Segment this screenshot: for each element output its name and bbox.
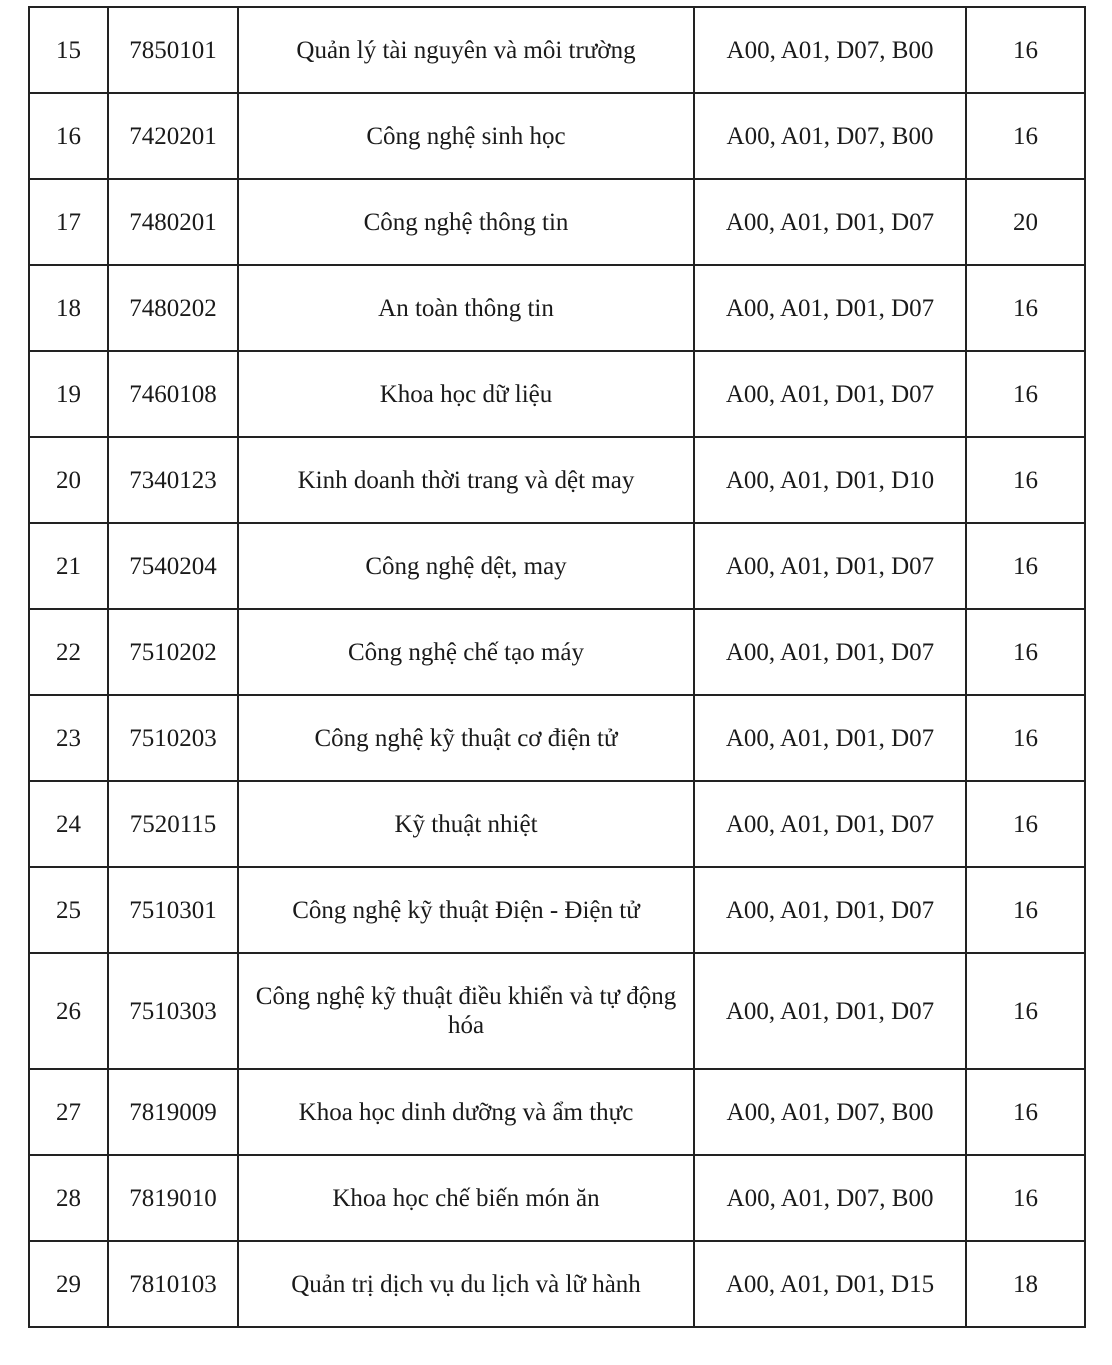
row-number-cell: 15 <box>29 7 108 93</box>
row-number-cell: 16 <box>29 93 108 179</box>
subject-combination-cell: A00, A01, D01, D07 <box>694 179 966 265</box>
major-code-cell: 7510202 <box>108 609 238 695</box>
score-cell: 16 <box>966 1069 1085 1155</box>
major-name-cell: Kỹ thuật nhiệt <box>238 781 694 867</box>
major-code-cell: 7819009 <box>108 1069 238 1155</box>
score-cell: 20 <box>966 179 1085 265</box>
major-name-cell: Công nghệ chế tạo máy <box>238 609 694 695</box>
subject-combination-cell: A00, A01, D07, B00 <box>694 1155 966 1241</box>
major-code-cell: 7540204 <box>108 523 238 609</box>
score-cell: 16 <box>966 1155 1085 1241</box>
major-name-cell: Quản trị dịch vụ du lịch và lữ hành <box>238 1241 694 1327</box>
subject-combination-cell: A00, A01, D01, D07 <box>694 609 966 695</box>
table-row <box>29 609 1085 695</box>
row-number-cell: 22 <box>29 609 108 695</box>
major-name-cell: Quản lý tài nguyên và môi trường <box>238 7 694 93</box>
table-row <box>29 437 1085 523</box>
major-name-cell: An toàn thông tin <box>238 265 694 351</box>
row-number-cell: 20 <box>29 437 108 523</box>
row-number-cell: 25 <box>29 867 108 953</box>
score-cell: 16 <box>966 867 1085 953</box>
table-row <box>29 93 1085 179</box>
major-name-cell: Công nghệ kỹ thuật Điện - Điện tử <box>238 867 694 953</box>
row-number-cell: 18 <box>29 265 108 351</box>
subject-combination-cell: A00, A01, D01, D15 <box>694 1241 966 1327</box>
subject-combination-cell: A00, A01, D07, B00 <box>694 93 966 179</box>
table-row <box>29 351 1085 437</box>
table-row <box>29 7 1085 93</box>
row-number-cell: 29 <box>29 1241 108 1327</box>
score-cell: 16 <box>966 437 1085 523</box>
row-number-cell: 17 <box>29 179 108 265</box>
major-code-cell: 7480201 <box>108 179 238 265</box>
subject-combination-cell: A00, A01, D01, D07 <box>694 867 966 953</box>
subject-combination-cell: A00, A01, D01, D07 <box>694 265 966 351</box>
subject-combination-cell: A00, A01, D01, D07 <box>694 351 966 437</box>
subject-combination-cell: A00, A01, D07, B00 <box>694 7 966 93</box>
subject-combination-cell: A00, A01, D01, D07 <box>694 523 966 609</box>
admission-score-table <box>28 6 1086 1328</box>
major-code-cell: 7850101 <box>108 7 238 93</box>
row-number-cell: 23 <box>29 695 108 781</box>
major-code-cell: 7420201 <box>108 93 238 179</box>
score-cell: 16 <box>966 7 1085 93</box>
major-code-cell: 7510303 <box>108 953 238 1069</box>
table-row <box>29 1069 1085 1155</box>
score-cell: 16 <box>966 953 1085 1069</box>
table-row <box>29 867 1085 953</box>
major-name-cell: Công nghệ sinh học <box>238 93 694 179</box>
row-number-cell: 19 <box>29 351 108 437</box>
major-code-cell: 7460108 <box>108 351 238 437</box>
row-number-cell: 26 <box>29 953 108 1069</box>
row-number-cell: 27 <box>29 1069 108 1155</box>
major-name-cell: Kinh doanh thời trang và dệt may <box>238 437 694 523</box>
table-row <box>29 953 1085 1069</box>
major-code-cell: 7480202 <box>108 265 238 351</box>
score-cell: 16 <box>966 351 1085 437</box>
score-cell: 16 <box>966 695 1085 781</box>
score-cell: 16 <box>966 523 1085 609</box>
major-code-cell: 7340123 <box>108 437 238 523</box>
major-name-cell: Công nghệ dệt, may <box>238 523 694 609</box>
table-row <box>29 781 1085 867</box>
subject-combination-cell: A00, A01, D07, B00 <box>694 1069 966 1155</box>
table-row <box>29 695 1085 781</box>
major-code-cell: 7520115 <box>108 781 238 867</box>
table-row <box>29 1241 1085 1327</box>
major-code-cell: 7510203 <box>108 695 238 781</box>
score-cell: 16 <box>966 93 1085 179</box>
major-name-cell: Công nghệ thông tin <box>238 179 694 265</box>
table-row <box>29 1155 1085 1241</box>
score-cell: 16 <box>966 265 1085 351</box>
major-name-cell: Khoa học chế biến món ăn <box>238 1155 694 1241</box>
table-row <box>29 523 1085 609</box>
subject-combination-cell: A00, A01, D01, D07 <box>694 781 966 867</box>
major-code-cell: 7810103 <box>108 1241 238 1327</box>
score-cell: 18 <box>966 1241 1085 1327</box>
major-name-cell: Khoa học dinh dưỡng và ẩm thực <box>238 1069 694 1155</box>
row-number-cell: 24 <box>29 781 108 867</box>
subject-combination-cell: A00, A01, D01, D07 <box>694 953 966 1069</box>
row-number-cell: 21 <box>29 523 108 609</box>
major-code-cell: 7819010 <box>108 1155 238 1241</box>
subject-combination-cell: A00, A01, D01, D07 <box>694 695 966 781</box>
major-code-cell: 7510301 <box>108 867 238 953</box>
score-cell: 16 <box>966 781 1085 867</box>
major-name-cell: Khoa học dữ liệu <box>238 351 694 437</box>
major-name-cell: Công nghệ kỹ thuật điều khiển và tự động hóa <box>238 953 694 1069</box>
table-row <box>29 265 1085 351</box>
major-name-cell: Công nghệ kỹ thuật cơ điện tử <box>238 695 694 781</box>
row-number-cell: 28 <box>29 1155 108 1241</box>
score-cell: 16 <box>966 609 1085 695</box>
subject-combination-cell: A00, A01, D01, D10 <box>694 437 966 523</box>
table-row <box>29 179 1085 265</box>
